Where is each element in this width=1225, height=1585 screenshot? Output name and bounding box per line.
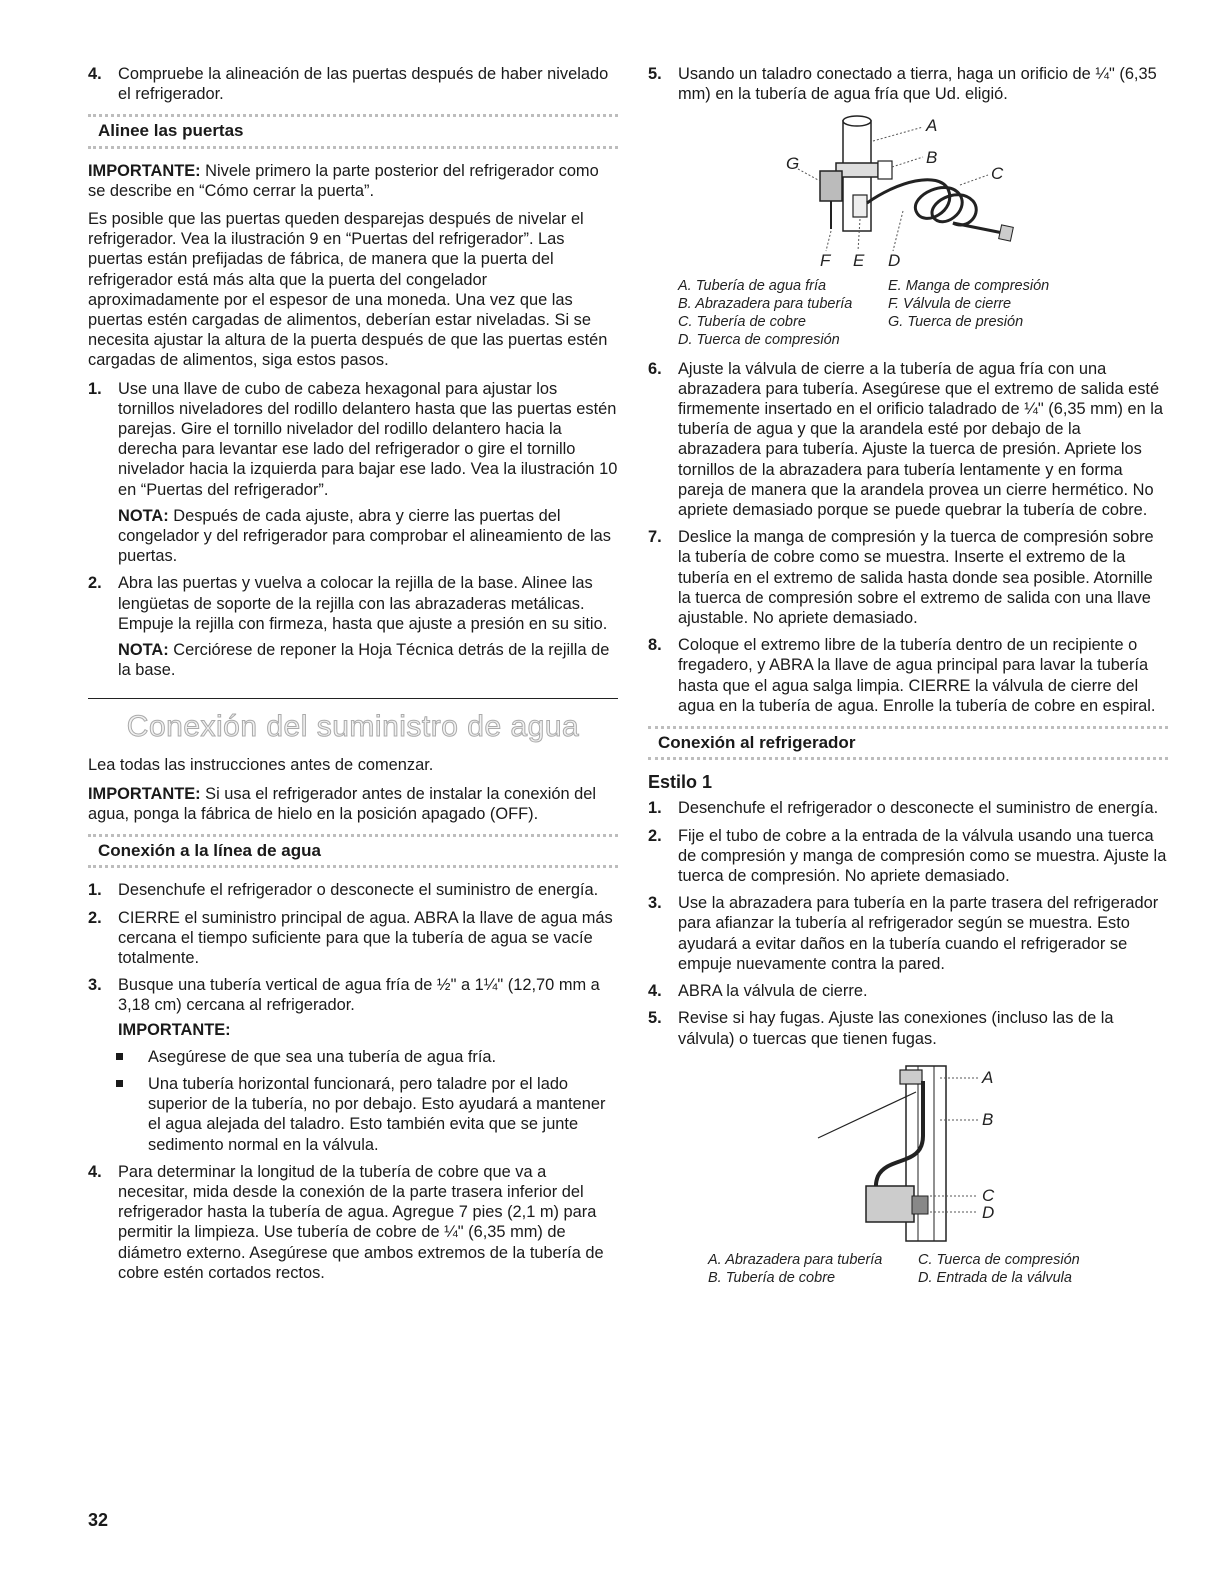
subheading-alinee: Alinee las puertas xyxy=(88,114,618,148)
figure-caption xyxy=(678,277,1168,349)
leader-line xyxy=(893,211,903,251)
caption-item: E. Manga de compresión xyxy=(888,277,1050,294)
figure-valve-inlet xyxy=(648,1056,1168,1287)
label-e: E xyxy=(853,251,865,271)
step-text: Deslice la manga de compresión y la tuerca de compresión sobre la tubería de cobre como se muestra. Inserte el extremo de la tubería en el extremo de salida hasta donde sea posible. Atornille la tuerca de compresión sobre el extremo de salida con una llave ajustable. No apriete demasiado. xyxy=(678,528,1154,628)
linea-step-3 xyxy=(88,975,618,1040)
step-number: 2. xyxy=(88,574,102,593)
caption-item: C. Tubería de cobre xyxy=(678,313,806,330)
step-text: Revise si hay fugas. Ajuste las conexiones (incluso las de la válvula) o tuercas que tienen fugas. xyxy=(678,1009,1114,1048)
square-bullet-icon xyxy=(116,1080,123,1087)
leader-line xyxy=(960,175,988,185)
step-text: Fije el tubo de cobre a la entrada de la válvula usando una tuerca de compresión y manga de compresión como se muestra. Ajuste la tuerca de compresión. No apriete demasiado. xyxy=(678,826,1167,886)
nota xyxy=(118,640,618,680)
label-g: G xyxy=(786,154,800,174)
label-c: C xyxy=(991,164,1004,184)
compression-nut-shape xyxy=(999,225,1014,241)
step-number: 5. xyxy=(648,65,662,83)
step-text: Para determinar la longitud de la tubería de cobre que va a necesitar, mida desde la conexión de la parte trasera inferior del refrigerador hasta la tubería de agua. Agregue 7 pies (2,1 m) para permitir la limpieza. Use tubería de cobre de ¼" (6,35 mm) de diámetro externo. Asegúrese que ambos extremos de la tubería de cobre estén cortados rectos. xyxy=(118,1162,604,1282)
step-number: 8. xyxy=(648,636,662,655)
step-text: Desenchufe el refrigerador o desconecte el suministro de energía. xyxy=(118,881,599,900)
step-text: Desenchufe el refrigerador o desconecte el suministro de energía. xyxy=(678,799,1159,818)
step-number: 4. xyxy=(88,65,102,83)
step-text: Coloque el extremo libre de la tubería dentro de un recipiente o fregadero, y ABRA la llave de agua principal para lavar la tubería hasta que el agua salga limpia. CIERRE la válvula de cierre del agua en la tubería de agua. Enrolle la tubería de cobre en espiral. xyxy=(678,636,1156,715)
caption-item xyxy=(888,331,1098,349)
compression-sleeve-shape xyxy=(853,195,867,217)
alinee-paragraph: Es posible que las puertas queden desparejas después de nivelar el refrigerador. Vea la ilustración 9 en “Puertas del refrigerador”. Las puertas están prefijadas de fábrica, de manera que la puerta del refrigerador está más alta que la puerta del congelador aproximadamente por el espesor de una moneda. Una vez que las puertas estén cargadas de alimentos, deberían estar niveladas. Si se necesita ajustar la altura de la puerta después de que las puertas estén cargadas de alimentos, siga estos pasos. xyxy=(88,210,608,370)
copper-tubing-end-shape xyxy=(953,223,1003,233)
valve-inlet-illustration xyxy=(648,1056,1168,1246)
leader-line xyxy=(873,127,923,141)
step-text: Ajuste la válvula de cierre a la tubería de agua fría con una abrazadera para tubería. Asegúrese que el extremo de salida esté firmemente insertado en el orificio taladrado de ¼" (6,35 mm) en la tubería de agua y que la arandela esté por debajo de la abrazadera para tubería. Ajuste la tuerca de presión. Apriete los tornillos de la abrazadera para tubería lentamente y en forma pareja de manera que la arandela provea un cierre hermético. No apriete demasiado porque se puede quebrar la tubería de cobre. xyxy=(678,359,1164,520)
figure-shutoff-valve xyxy=(648,111,1168,348)
bullet-item xyxy=(88,1074,618,1155)
square-bullet-icon xyxy=(116,1053,123,1060)
step-number: 3. xyxy=(648,894,662,913)
step-text: Usando un taladro conectado a tierra, haga un orificio de ¼" (6,35 mm) en la tubería de agua fría que Ud. eligió. xyxy=(678,65,1157,104)
leader-line xyxy=(892,157,923,167)
label-f: F xyxy=(820,251,831,271)
step-text: CIERRE el suministro principal de agua. ABRA la llave de agua más cercana el tiempo suficiente para que la tubería de agua se vacíe totalmente. xyxy=(118,908,613,967)
label-a: A xyxy=(982,1067,994,1087)
bullet-item xyxy=(88,1047,618,1067)
right-column xyxy=(648,64,1168,1291)
step-number: 1. xyxy=(88,881,102,900)
subheading-linea-agua: Conexión a la línea de agua xyxy=(88,834,618,868)
step-text: Use una llave de cubo de cabeza hexagonal para ajustar los tornillos niveladores del rodillo delantero hasta que las puertas estén parejas. Gire el tornillo nivelador del rodillo delantero hacia la derecha para levantar ese lado del refrigerador o gire el tornillo nivelador hacia la izquierda para bajar ese lado. Vea la ilustración 10 en “Puertas del refrigerador”. xyxy=(118,379,618,499)
nota-text: Después de cada ajuste, abra y cierre las puertas del congelador y del refrigerador para comprobar el alineamiento de las puertas. xyxy=(118,506,611,566)
importante-text: Nivele primero la parte posterior del refrigerador como se describe en “Cómo cerrar la puerta”. xyxy=(88,161,599,200)
alinee-step-2 xyxy=(88,573,618,680)
caption-item: B. Tubería de cobre xyxy=(708,1269,836,1286)
step-number: 4. xyxy=(648,982,662,1001)
water-valve-shape xyxy=(866,1186,914,1222)
step-5-drill xyxy=(648,64,1168,104)
label-a: A xyxy=(926,116,938,136)
step-8 xyxy=(648,635,1168,716)
left-column xyxy=(88,64,618,1290)
leader-line xyxy=(826,231,831,251)
nota-text: Cerciórese de reponer la Hoja Técnica detrás de la rejilla de la base. xyxy=(118,641,610,680)
section-title: Conexión del suministro de agua xyxy=(126,710,580,744)
pointer-line-shape xyxy=(818,1092,916,1138)
pipe-top-shape xyxy=(843,116,871,126)
linea-step-1 xyxy=(88,880,618,900)
label-d: D xyxy=(888,251,901,271)
subheading-conexion-refrigerador: Conexión al refrigerador xyxy=(648,726,1168,760)
step-text: Busque una tubería vertical de agua fría de ½" a 1¼" (12,70 mm a 3,18 cm) cercana al refrigerador. xyxy=(118,976,600,1015)
alinee-step-1 xyxy=(88,379,618,567)
caption-item: D. Entrada de la válvula xyxy=(918,1269,1072,1286)
clamp-ear-shape xyxy=(878,161,892,179)
caption-item: C. Tuerca de compresión xyxy=(918,1251,1080,1268)
compression-nut-shape xyxy=(912,1196,928,1214)
caption-item: B. Abrazadera para tubería xyxy=(678,295,853,312)
step-number: 1. xyxy=(648,799,662,818)
importante-text: Si usa el refrigerador antes de instalar la conexión del agua, ponga la fábrica de hielo en la posición apagado (OFF). xyxy=(88,784,597,823)
step-number: 6. xyxy=(648,359,662,378)
step-6 xyxy=(648,359,1168,521)
copper-tubing-coil-shape xyxy=(867,180,976,225)
step-number: 5. xyxy=(648,1009,662,1028)
shutoff-valve-illustration xyxy=(648,111,1168,271)
label-b: B xyxy=(982,1109,994,1129)
figure-caption xyxy=(708,1251,1168,1287)
bullet-text: Asegúrese de que sea una tubería de agua fría. xyxy=(148,1047,497,1066)
nota-label: NOTA: xyxy=(118,641,169,660)
step-text: ABRA la válvula de cierre. xyxy=(678,982,868,1001)
importante-label: IMPORTANTE: xyxy=(88,784,201,803)
importante-note xyxy=(88,161,618,201)
caption-item: A. Tubería de agua fría xyxy=(678,277,827,294)
refri-step-2 xyxy=(648,826,1168,887)
step-4-check-alignment xyxy=(88,64,618,104)
label-c: C xyxy=(982,1185,995,1205)
linea-step-4 xyxy=(88,1162,618,1283)
refri-step-1 xyxy=(648,798,1168,818)
nota-label: NOTA: xyxy=(118,506,169,525)
label-d: D xyxy=(982,1202,995,1222)
importante-label: IMPORTANTE: xyxy=(118,1020,231,1039)
leader-line xyxy=(798,169,820,181)
step-7 xyxy=(648,527,1168,628)
valve-body-shape xyxy=(820,171,842,201)
refri-step-4 xyxy=(648,981,1168,1001)
step-number: 2. xyxy=(648,826,662,845)
refri-step-5 xyxy=(648,1008,1168,1048)
step-number: 4. xyxy=(88,1162,102,1181)
estilo-heading: Estilo 1 xyxy=(648,772,713,793)
tube-clamp-shape xyxy=(900,1070,922,1084)
step-number: 7. xyxy=(648,528,662,547)
label-b: B xyxy=(926,148,938,168)
step-text: Compruebe la alineación de las puertas después de haber nivelado el refrigerador. xyxy=(118,65,609,104)
step-text: Use la abrazadera para tubería en la parte trasera del refrigerador para afianzar la tubería al refrigerador según se muestra. Esto ayudará a evitar daños en la tubería cuando el refrigerador se empuje nuevamente contra la pared. xyxy=(678,894,1159,973)
step-number: 3. xyxy=(88,976,102,995)
caption-item: D. Tuerca de compresión xyxy=(678,331,840,348)
section-divider xyxy=(88,698,618,699)
caption-item: G. Tuerca de presión xyxy=(888,313,1024,330)
step-number: 1. xyxy=(88,379,102,398)
caption-item: A. Abrazadera para tubería xyxy=(708,1251,883,1268)
page-number: 32 xyxy=(88,1510,109,1530)
step-number: 2. xyxy=(88,908,102,927)
step-text: Abra las puertas y vuelva a colocar la rejilla de la base. Alinee las lengüetas de soporte de la rejilla con las abrazaderas metálicas. Empuje la rejilla con firmeza, hasta que ajuste a presión en su sitio. xyxy=(118,574,608,633)
nota xyxy=(118,506,618,567)
importante-note-2 xyxy=(88,784,618,824)
intro-text: Lea todas las instrucciones antes de comenzar. xyxy=(88,756,434,775)
caption-item: F. Válvula de cierre xyxy=(888,295,1012,312)
refri-step-3 xyxy=(648,893,1168,974)
bullet-text: Una tubería horizontal funcionará, pero taladre por el lado superior de la tubería, no por debajo. Esto ayudará a mantener el agua alejada del taladro. Esto también evita que se junte sedimento normal en la válvula. xyxy=(148,1074,606,1154)
linea-step-2 xyxy=(88,908,618,969)
importante-label: IMPORTANTE: xyxy=(88,161,201,180)
